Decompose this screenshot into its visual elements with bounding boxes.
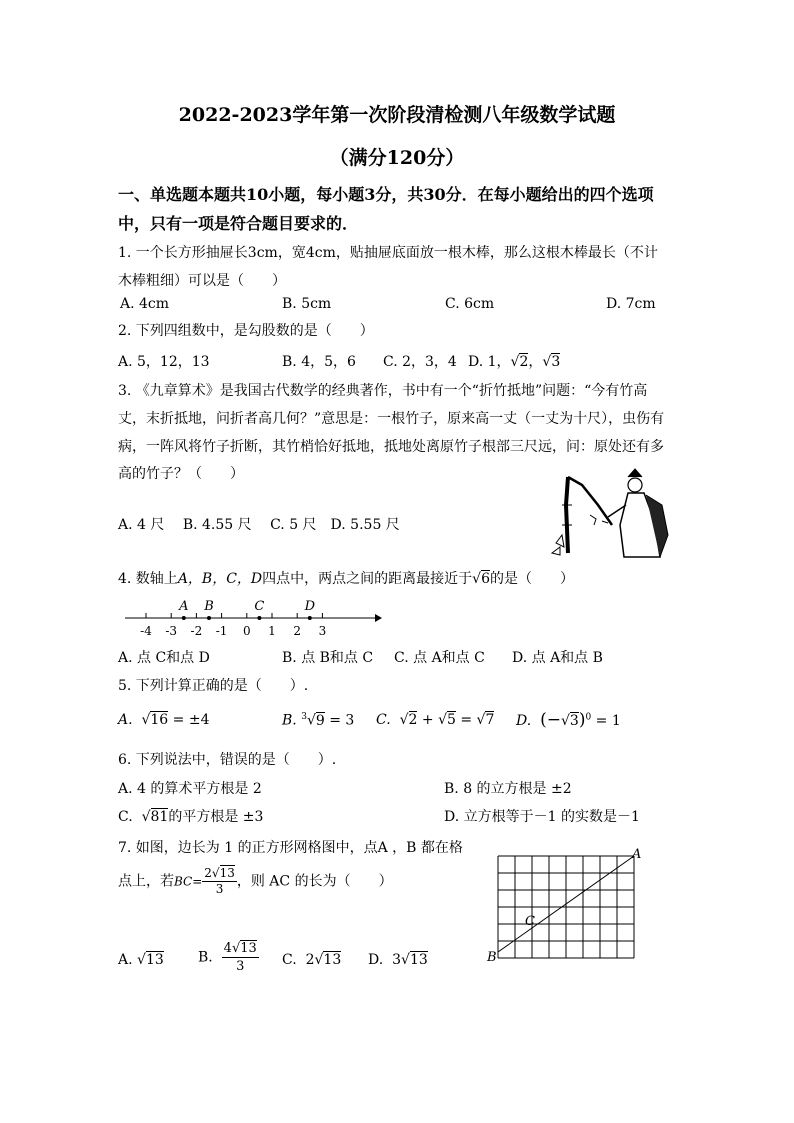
q5-option-b-index: 3 [301, 712, 307, 722]
q6-option-c-suffix: 的平方根是 ±3 [168, 809, 264, 825]
q1-option-b: B. 5cm [282, 296, 332, 312]
number-line-tick-label: -1 [215, 624, 228, 638]
q2-option-d [468, 351, 560, 371]
bamboo-stalk [566, 477, 568, 553]
q4-option-d: D. 点 A和点 B [512, 650, 603, 666]
sqrt-sign-icon: √ [560, 713, 570, 729]
q4-option-b: B. 点 B和点 C [282, 650, 374, 666]
sqrt-sign-icon: √ [314, 952, 324, 968]
section-heading-line1: 一、单选题本题共10小题，每小题3分，共30分．在每小题给出的四个选项 [118, 185, 654, 204]
q7-option-b [198, 940, 259, 975]
q4-stem-suffix: 的是（ ） [490, 571, 574, 587]
q1-line1: 1. 一个长方形抽屉长3cm，宽4cm，贴抽屉底面放一根木棒，那么这根木棒最长（不计 [118, 245, 658, 261]
q6-option-c-prefix: C. [118, 809, 133, 825]
exam-subtitle: （满分120分） [329, 147, 465, 169]
sqrt-sign-icon: √ [510, 354, 520, 370]
q1-option-c: C. 6cm [445, 296, 495, 312]
sqrt-sign-icon: √ [401, 952, 410, 968]
q5-option-a-rest: = ±4 [168, 712, 210, 728]
sqrt-sign-icon: √ [137, 952, 146, 968]
q7-option-b-fraction [222, 940, 259, 975]
sqrt-sign-icon: √ [141, 809, 151, 825]
number-line-point-label: A [179, 599, 189, 614]
q5-option-c-radicand-1: 2 [408, 712, 418, 728]
q7-option-b-fraction-num [222, 940, 259, 958]
q7-option-b-num-coef: 4 [223, 941, 232, 956]
q7-option-c-radicand: 13 [323, 952, 342, 968]
q7-option-b-den: 3 [236, 959, 245, 974]
section-heading-line2: 中，只有一项是符合题目要求的． [118, 214, 359, 233]
q4-stem-prefix: 4. 数轴上 [118, 571, 178, 587]
q7-line2-suffix: ，则 AC 的长为（ ） [236, 873, 393, 890]
q7-line2-prefix: 点上，若 [118, 873, 174, 890]
q5-option-c-eq: = [455, 712, 477, 728]
bamboo-scholar-illustration [550, 465, 675, 560]
q6-stem: 6. 下列说法中，错误的是（ ）. [118, 752, 337, 768]
q7-bc-label: BC= [174, 874, 203, 889]
q2-option-d-prefix: D. 1， [468, 354, 511, 370]
number-line-point-label: C [254, 599, 265, 614]
q3-line3: 病，一阵风将竹子折断，其竹梢恰好抵地，抵地处离原竹子根部三尺远，问：原处还有多 [118, 439, 664, 455]
q7-line2 [118, 866, 393, 897]
sqrt-sign-icon: √ [306, 712, 316, 729]
q2-stem: 2. 下列四组数中，是勾股数的是（ ） [118, 323, 374, 339]
sqrt-sign-icon: √ [472, 571, 482, 587]
q5-option-d-exp: 0 [585, 712, 592, 723]
q5-option-a-label: A. [118, 712, 133, 728]
q2-option-c: C. 2，3，4 [383, 354, 457, 370]
sqrt-sign-icon: √ [438, 712, 447, 728]
q7-fraction-num-radicand: 13 [219, 866, 235, 880]
q4-option-c: C. 点 A和点 C [394, 650, 485, 666]
number-line-tick-label: -4 [140, 624, 152, 638]
q3-options: A. 4 尺 B. 4.55 尺 C. 5 尺 D. 5.55 尺 [118, 517, 400, 533]
number-line-point [182, 616, 186, 620]
q4-option-a: A. 点 C和点 D [118, 650, 210, 666]
q1-option-d: D. 7cm [606, 296, 656, 312]
number-line-tick-label: 0 [242, 624, 251, 638]
q5-option-d-rest: = 1 [591, 713, 621, 729]
q5-option-d-open: (− [540, 710, 561, 730]
sqrt-sign-icon: √ [476, 712, 486, 728]
q7-fraction-den: 3 [215, 882, 224, 896]
q5-option-c-plus: + [417, 712, 439, 728]
q3-line4: 高的竹子？（ ） [118, 466, 244, 482]
q5-option-d-radicand: 3 [569, 713, 579, 729]
q7-option-b-num-radicand: 13 [240, 941, 257, 956]
q5-option-c-radicand-2: 5 [446, 712, 456, 728]
number-line-point-label: B [204, 599, 214, 614]
grid-lines [498, 856, 634, 958]
number-line-point [308, 616, 312, 620]
q5-option-c-label: C. [376, 712, 391, 728]
q5-option-d-close: ) [578, 710, 586, 730]
q7-fraction-num [202, 866, 237, 882]
bamboo-shoots [552, 535, 564, 555]
q4-points-label: A，B，C，D [177, 571, 263, 587]
q6-option-d: D. 立方根等于－1 的实数是－1 [444, 809, 640, 825]
number-line-point [257, 616, 261, 620]
q5-stem: 5. 下列计算正确的是（ ）. [118, 678, 309, 694]
grid-label-a: A [632, 847, 642, 862]
q5-option-b-label: B. [282, 712, 297, 729]
number-line-point-label: D [304, 599, 316, 614]
q7-option-a [118, 952, 164, 968]
number-line-tick-label: 1 [268, 624, 276, 638]
q6-option-c [118, 806, 263, 826]
q2-option-b: B. 4，5，6 [282, 354, 356, 370]
number-line-tick-label: -2 [190, 624, 203, 638]
grid-label-c: C [525, 914, 535, 929]
bamboo-broken-top [568, 477, 612, 525]
q7-option-c-label: C. [282, 952, 297, 968]
q7-option-d-radicand: 13 [409, 952, 428, 968]
number-line-tick-label: 3 [318, 624, 327, 638]
scholar-hat [628, 469, 642, 477]
q5-option-a-radicand: 16 [150, 712, 169, 728]
exam-title: 2022-2023学年第一次阶段清检测八年级数学试题 [178, 104, 616, 126]
q5-option-d [516, 710, 621, 730]
sqrt-sign-icon: √ [231, 941, 241, 956]
number-line-arrow-icon [375, 614, 382, 622]
q7-fraction-num-coef: 2 [204, 866, 212, 880]
q1-option-a: A. 4cm [120, 296, 170, 312]
q5-option-a [118, 712, 210, 728]
sqrt-sign-icon: √ [399, 712, 409, 728]
q7-option-c [282, 952, 341, 968]
q7-option-a-label: A. [118, 952, 133, 968]
q4-stem [118, 568, 574, 588]
number-line-tick-label: -3 [165, 624, 178, 638]
q2-option-a: A. 5，12，13 [118, 354, 210, 370]
sqrt-sign-icon: √ [141, 712, 151, 728]
q5-option-c [376, 712, 494, 728]
q2-comma: ， [528, 354, 543, 370]
q3-line2: 丈，末折抵地，问折者高几何？”意思是：一根竹子，原来高一丈（一丈为十尺），虫伤有 [118, 411, 665, 427]
sqrt-sign-icon: √ [211, 866, 220, 880]
q7-option-b-label: B. [198, 949, 213, 966]
q7-grid-figure [484, 844, 644, 966]
q2-sqrt2-radicand: 2 [519, 354, 529, 370]
q7-option-d [368, 952, 428, 968]
q1-line2: 木棒粗细）可以是（ ） [118, 273, 286, 289]
q6-option-c-radicand: 81 [150, 809, 169, 825]
q7-option-d-label: D. [368, 952, 384, 968]
scholar-head [628, 478, 642, 492]
number-line-point [207, 616, 211, 620]
q7-option-c-coef: 2 [305, 952, 315, 968]
number-line-tick-label: 2 [293, 624, 302, 638]
q7-option-a-radicand: 13 [145, 952, 164, 968]
q7-line1: 7. 如图，边长为 1 的正方形网格图中，点A ，B 都在格 [118, 840, 463, 856]
q5-option-b-rest: = 3 [324, 712, 355, 729]
q5-option-b [282, 712, 354, 729]
q4-sqrt6-radicand: 6 [481, 571, 490, 587]
q4-stem-mid: 四点中，两点之间的距离最接近于 [262, 571, 473, 587]
q2-sqrt3-radicand: 3 [551, 354, 561, 370]
q5-option-b-radicand: 9 [315, 712, 325, 729]
q5-option-c-radicand-3: 7 [485, 712, 495, 728]
q6-option-b: B. 8 的立方根是 ±2 [444, 781, 572, 797]
q7-option-d-coef: 3 [392, 952, 402, 968]
grid-label-b: B [487, 950, 497, 965]
q5-option-d-label: D. [516, 713, 532, 729]
q3-line1: 3. 《九章算术》是我国古代数学的经典著作，书中有一个“折竹抵地”问题：“今有竹高 [118, 383, 648, 399]
number-line [120, 596, 385, 641]
q7-fraction [202, 866, 237, 897]
q6-option-a: A. 4 的算术平方根是 2 [118, 781, 262, 797]
sqrt-sign-icon: √ [542, 354, 552, 370]
